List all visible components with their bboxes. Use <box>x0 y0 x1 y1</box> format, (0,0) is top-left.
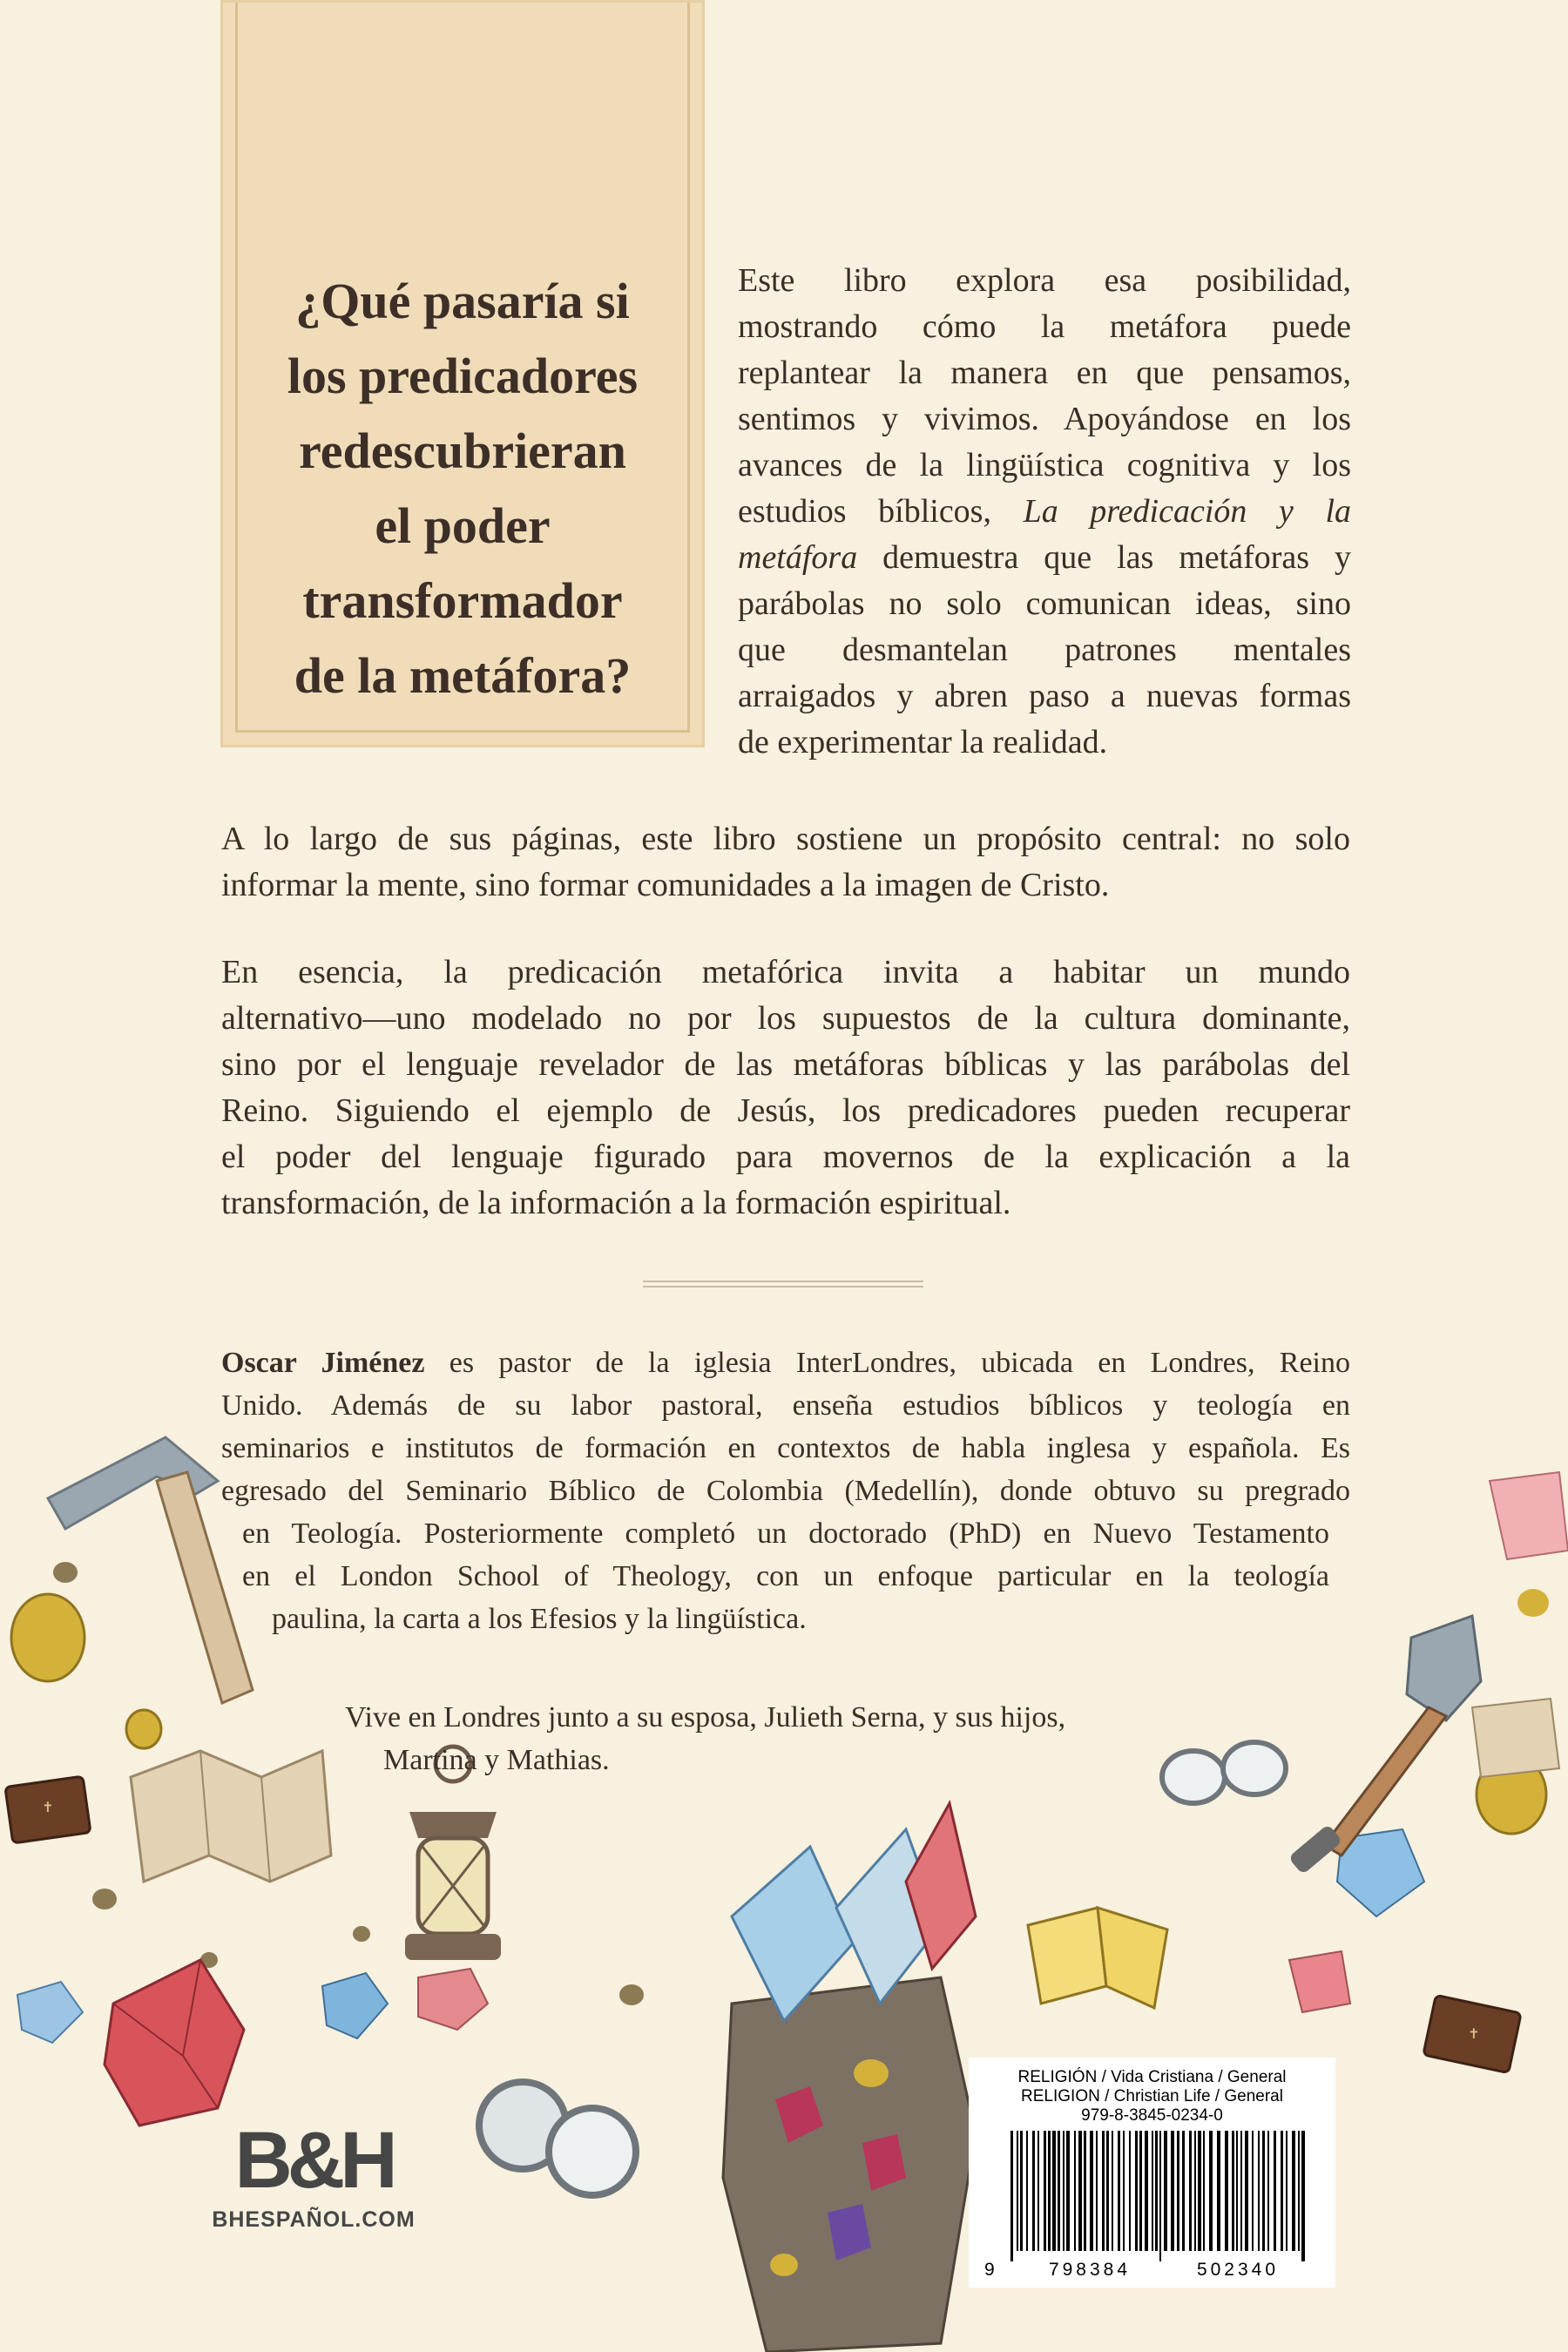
text-line: avances de la lingüística cognitiva y los <box>738 447 1351 483</box>
text-fragment: es pastor de la iglesia InterLondres, ubicada en Londres, Reino <box>424 1347 1350 1379</box>
barcode-bar <box>1225 2131 1228 2251</box>
text-line <box>738 535 1351 581</box>
category-es: RELIGIÓN / Vida Cristiana / General <box>1017 2068 1287 2086</box>
red-crystal-icon <box>105 1960 488 2126</box>
text-line: parábolas no solo comunican ideas, sino <box>738 585 1351 622</box>
barcode-bar <box>1203 2131 1205 2251</box>
text-line: Este libro explora esa posibilidad, <box>738 262 1351 299</box>
barcode-digits-right: 502340 <box>1196 2260 1280 2280</box>
barcode-bar <box>1262 2131 1265 2251</box>
barcode-bar <box>1044 2131 1046 2251</box>
barcode-bar <box>1139 2131 1142 2251</box>
text-line: sino por el lenguaje revelador de las metáforas bíblicas y las parábolas del <box>221 1046 1350 1083</box>
book-title: metáfora <box>738 539 858 576</box>
purpose-paragraph <box>221 816 1350 909</box>
barcode-bar <box>1090 2131 1093 2251</box>
barcode-bar <box>1240 2131 1242 2251</box>
barcode-bar <box>1118 2131 1120 2251</box>
barcode-bar <box>1010 2131 1013 2261</box>
barcode-bar <box>1026 2131 1028 2251</box>
quote-line: transformador <box>302 572 623 629</box>
barcode-bar <box>1252 2131 1254 2251</box>
barcode-bar <box>1245 2131 1248 2251</box>
text-line: seminarios e institutos de formación en contextos de habla inglesa y española. Es <box>221 1432 1350 1464</box>
barcode-box <box>969 2058 1335 2288</box>
text-line: En esencia, la predicación metafórica invita a habitar un mundo <box>221 954 1350 990</box>
barcode-bar <box>1164 2131 1167 2251</box>
svg-text:✝: ✝ <box>1468 2025 1480 2042</box>
quote-panel <box>220 0 705 747</box>
publisher-website: BHESPAÑOL.COM <box>212 2207 416 2232</box>
barcode-bar <box>1189 2131 1192 2251</box>
open-book-icon <box>1028 1908 1167 2008</box>
text-line: paulina, la carta a los Efesios y la lingüística. <box>272 1603 807 1635</box>
barcode-bar <box>1017 2131 1018 2251</box>
barcode-bar <box>1084 2131 1086 2251</box>
barcode-bar <box>1182 2131 1185 2251</box>
barcode-bar <box>1096 2131 1098 2251</box>
book-title: La predicación y la <box>1023 493 1351 530</box>
barcode-bar <box>1020 2131 1023 2251</box>
barcode-bar <box>1301 2131 1305 2261</box>
barcode-bar <box>1106 2131 1109 2251</box>
barcode-bar <box>1209 2131 1213 2251</box>
barcode-bar <box>1112 2131 1113 2251</box>
barcode-bar <box>1058 2131 1060 2251</box>
barcode-bar <box>1267 2131 1269 2251</box>
barcode-bar <box>1258 2131 1260 2251</box>
barcode-bar <box>1171 2131 1174 2251</box>
magnifying-glass-icon <box>479 2082 636 2195</box>
barcode-bar <box>1194 2131 1196 2251</box>
barcode-bar <box>1078 2131 1082 2251</box>
quote-line: el poder <box>375 497 551 554</box>
barcode-bar <box>1032 2131 1035 2251</box>
barcode-bar <box>1123 2131 1125 2251</box>
text-fragment: demuestra que las metáforas y <box>857 539 1351 576</box>
barcode-digits <box>984 2260 1320 2281</box>
barcode-bar <box>1037 2131 1039 2251</box>
text-line: Unido. Además de su labor pastoral, enseña estudios bíblicos y teología en <box>221 1389 1350 1422</box>
barcode-bar <box>1129 2131 1131 2251</box>
author-name: Oscar Jiménez <box>221 1347 425 1379</box>
barcode-bar <box>1052 2131 1056 2251</box>
text-line: arraigados y abren paso a nuevas formas <box>738 678 1351 714</box>
text-line: Martina y Mathias. <box>383 1744 610 1776</box>
barcode-digit-first: 9 <box>984 2260 995 2280</box>
barcode-bar <box>1048 2131 1051 2251</box>
barcode-digits-left: 798384 <box>1048 2260 1132 2280</box>
intro-paragraph <box>738 258 1351 766</box>
barcode-bar <box>1232 2131 1234 2251</box>
quote-line: redescubrieran <box>299 422 626 479</box>
text-line: que desmantelan patrones mentales <box>738 632 1351 668</box>
barcode-bar <box>1298 2131 1300 2251</box>
publisher-logo <box>209 2117 418 2233</box>
barcode-bar <box>1066 2131 1070 2251</box>
quote-line: los predicadores <box>287 348 639 404</box>
text-line: de experimentar la realidad. <box>738 724 1108 760</box>
text-line: mostrando cómo la metáfora puede <box>738 308 1351 345</box>
essence-paragraph <box>221 950 1350 1227</box>
barcode-bar <box>1063 2131 1064 2251</box>
text-line: el poder del lenguaje figurado para movernos de la explicación a la <box>221 1139 1350 1175</box>
barcode-bar <box>1286 2131 1288 2251</box>
quote-line: de la metáfora? <box>294 647 632 704</box>
text-line: en el London School of Theology, con un enfoque particular en la teología <box>242 1560 1329 1592</box>
text-line: informar la mente, sino formar comunidades a la imagen de Cristo. <box>221 867 1110 903</box>
map-icon <box>131 1751 331 1882</box>
barcode-bar <box>1135 2131 1138 2251</box>
isbn-text: 979-8-3845-0234-0 <box>1081 2106 1223 2125</box>
text-line: Reino. Siguiendo el ejemplo de Jesús, los predicadores pueden recuperar <box>221 1092 1350 1129</box>
pull-quote <box>223 264 702 713</box>
crystal-ore-icon <box>723 1803 976 2352</box>
text-line <box>738 489 1351 535</box>
barcode-bar <box>1281 2131 1283 2251</box>
barcode-bar <box>1217 2131 1220 2251</box>
barcode-bar <box>1159 2131 1161 2261</box>
text-line: sentimos y vivimos. Apoyándose en los <box>738 401 1351 437</box>
barcode-bar <box>1145 2131 1148 2251</box>
text-line: replantear la manera en que pensamos, <box>738 355 1351 391</box>
section-divider <box>643 1281 923 1289</box>
bible-icon <box>5 1776 91 1843</box>
barcode-bar <box>1074 2131 1076 2251</box>
category-en: RELIGION / Christian Life / General <box>1021 2087 1283 2105</box>
barcode-bar <box>1152 2131 1153 2251</box>
text-line: transformación, de la información a la formación espiritual. <box>221 1185 1011 1221</box>
barcode-bar <box>1292 2131 1295 2251</box>
text-line: Vive en Londres junto a su esposa, Julieth Serna, y sus hijos, <box>345 1701 1066 1734</box>
barcode-bar <box>1102 2131 1105 2251</box>
text-line: A lo largo de sus páginas, este libro sostiene un propósito central: no solo <box>221 821 1350 857</box>
barcode-bar <box>1177 2131 1179 2251</box>
quote-line: ¿Qué pasaría si <box>295 273 630 329</box>
bible-icon-right <box>1423 1995 1521 2072</box>
publisher-logo-mark: B&H <box>234 2116 393 2205</box>
text-line: alternativo—uno modelado no por los supuestos de la cultura dominante, <box>221 1000 1350 1037</box>
text-line: egresado del Seminario Bíblico de Colombia (Medellín), donde obtuvo su pregrado <box>221 1475 1350 1507</box>
barcode <box>984 2131 1320 2261</box>
barcode-bar <box>1198 2131 1201 2251</box>
author-family <box>345 1696 1251 1781</box>
text-fragment: estudios bíblicos, <box>738 493 1024 530</box>
text-line: en Teología. Posteriormente completó un doctorado (PhD) en Nuevo Testamento <box>242 1517 1329 1550</box>
barcode-bar <box>1155 2131 1158 2251</box>
text-line <box>221 1342 1350 1384</box>
barcode-bar <box>1274 2131 1276 2251</box>
barcode-bar <box>1236 2131 1238 2251</box>
svg-text:✝: ✝ <box>42 1799 54 1815</box>
author-bio <box>221 1342 1350 1640</box>
